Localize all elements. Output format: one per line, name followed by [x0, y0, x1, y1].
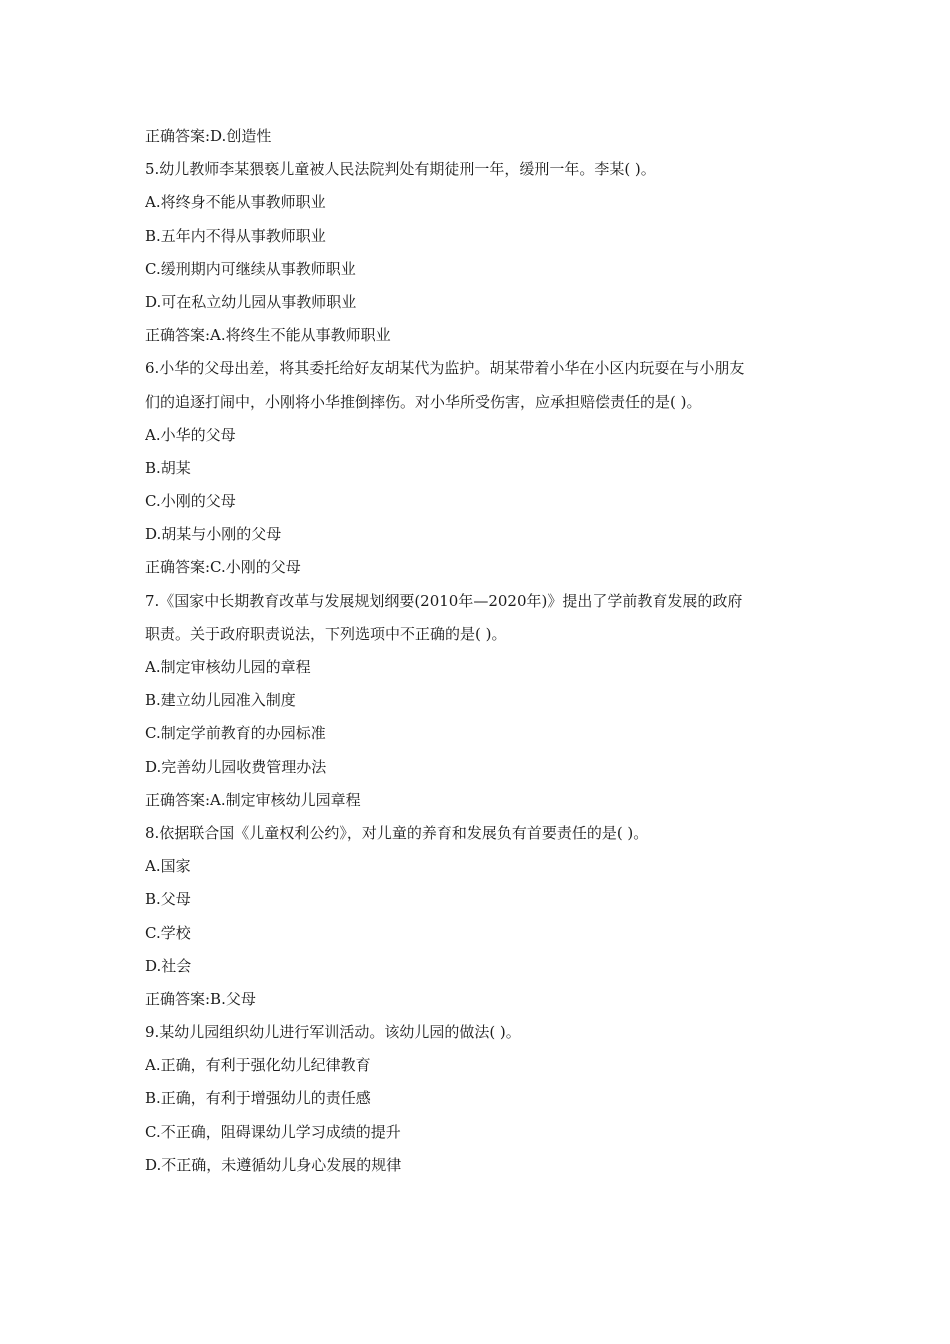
answer-line: 正确答案:A.制定审核幼儿园章程 — [145, 790, 361, 809]
question-7-continued: 职责。关于政府职责说法，下列选项中不正确的是( )。 — [145, 624, 507, 643]
answer-line: 正确答案:B.父母 — [145, 989, 256, 1008]
option-d: D.不正确，未遵循幼儿身心发展的规律 — [145, 1155, 402, 1174]
option-a: A.正确，有利于强化幼儿纪律教育 — [145, 1056, 371, 1075]
option-d: D.社会 — [145, 956, 192, 975]
question-6: 6.小华的父母出差，将其委托给好友胡某代为监护。胡某带着小华在小区内玩耍在与小朋友 — [145, 359, 745, 378]
option-b: B.五年内不得从事教师职业 — [145, 226, 326, 245]
option-a: A.制定审核幼儿园的章程 — [145, 658, 311, 676]
option-a: A.国家 — [145, 857, 191, 876]
question-9: 9.某幼儿园组织幼儿进行军训活动。该幼儿园的做法( )。 — [145, 1023, 521, 1042]
option-d: D.可在私立幼儿园从事教师职业 — [145, 292, 357, 311]
option-c: C.缓刑期内可继续从事教师职业 — [145, 259, 356, 278]
option-d: D.胡某与小刚的父母 — [145, 525, 282, 544]
answer-line: 正确答案:C.小刚的父母 — [145, 558, 301, 577]
option-c: C.小刚的父母 — [145, 492, 236, 511]
option-a: A.小华的父母 — [145, 425, 236, 444]
option-b: B.胡某 — [145, 458, 191, 477]
option-a: A.将终身不能从事教师职业 — [145, 193, 326, 212]
option-b: B.建立幼儿园准入制度 — [145, 691, 296, 710]
option-c: C.不正确，阻碍课幼儿学习成绩的提升 — [145, 1122, 401, 1141]
question-7: 7.《国家中长期教育改革与发展规划纲要(2010年—2020年)》提出了学前教育发展的政府 — [145, 591, 743, 610]
document-body — [145, 120, 815, 1182]
option-c: C.学校 — [145, 923, 191, 942]
question-5: 5.幼儿教师李某猥亵儿童被人民法院判处有期徒刑一年，缓刑一年。李某( )。 — [145, 160, 656, 179]
option-c: C.制定学前教育的办园标准 — [145, 724, 326, 743]
option-d: D.完善幼儿园收费管理办法 — [145, 757, 327, 776]
answer-line: 正确答案:D.创造性 — [145, 127, 272, 145]
option-b: B.正确，有利于增强幼儿的责任感 — [145, 1089, 371, 1108]
option-b: B.父母 — [145, 890, 191, 909]
answer-line: 正确答案:A.将终生不能从事教师职业 — [145, 326, 391, 345]
question-6-continued: 们的追逐打闹中，小刚将小华推倒摔伤。对小华所受伤害，应承担赔偿责任的是( )。 — [145, 392, 702, 411]
question-8: 8.依据联合国《儿童权利公约》，对儿童的养育和发展负有首要责任的是( )。 — [145, 823, 649, 842]
